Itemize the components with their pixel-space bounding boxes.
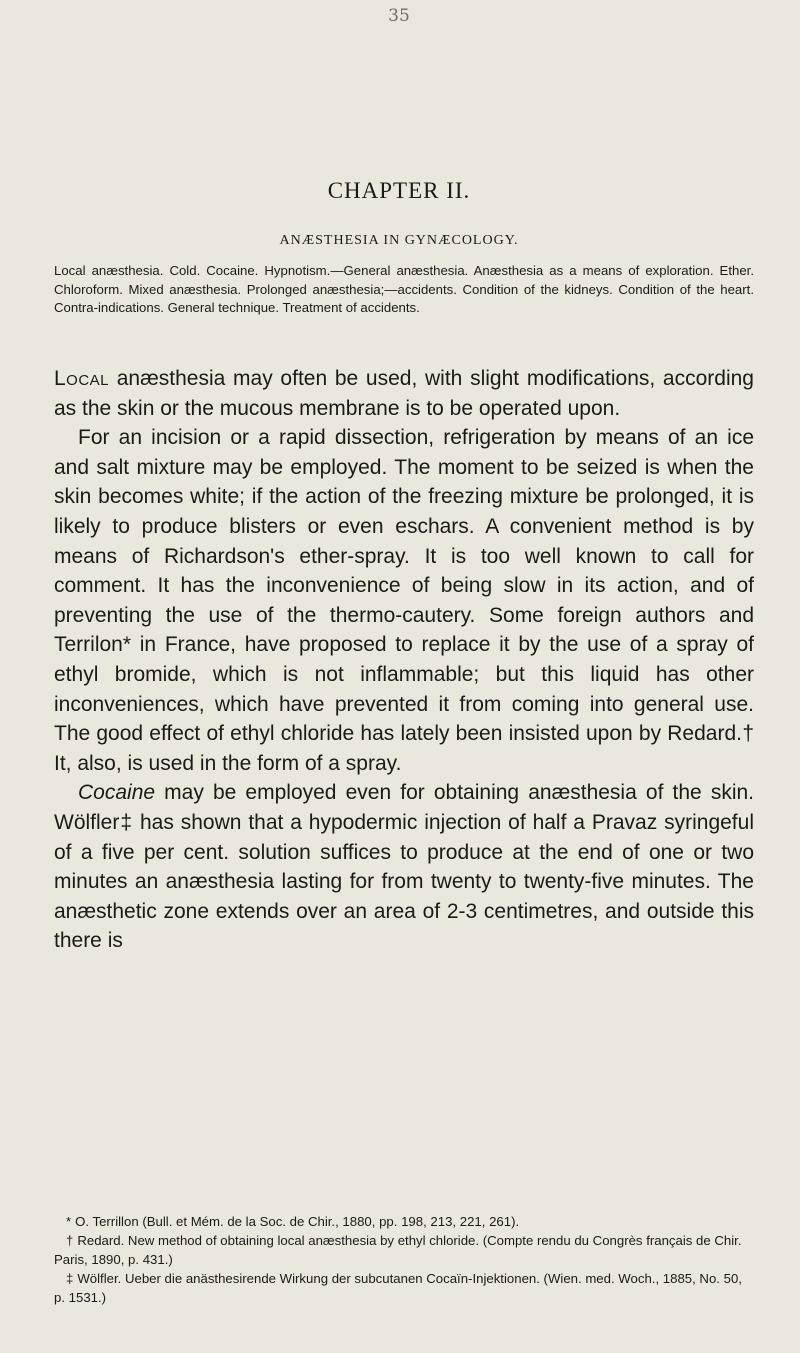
footnote [54, 1212, 754, 1231]
footnotes [54, 1212, 754, 1307]
paragraph-refrigeration: For an incision or a rapid dissection, refrigeration by means of an ice and salt mixture may be employed. The moment to be seized is when the skin becomes white; if the action of the freezing mixture be prolonged, it is likely to produce blisters or even eschars. A convenient method is by means of Richardson's ether-spray. It is too well known to call for comment. It has the inconvenience of being slow in its action, and of preventing the use of the thermo-cautery. Some foreign authors and Terrilon* in France, have proposed to replace it by the use of a spray of ethyl bromide, which is not inflammable; but this liquid has other inconveniences, which have prevented it from coming into general use. The good effect of ethyl chloride has lately been insisted upon by Redard.† It, also, is used in the form of a spray. [54, 426, 754, 775]
paragraph-cocaine [54, 778, 754, 956]
paragraph-text: may be employed even for obtaining anæsthesia of the skin. Wölfler‡ has shown that a hypodermic injection of half a Pravaz syringeful of a five per cent. solution suffices to produce at the end of one or two minutes an anæsthesia lasting for from twenty to twenty-five minutes. The anæsthetic zone extends over an area of 2-3 centimetres, and outside this there is [54, 781, 754, 953]
footnote-mark: * [66, 1214, 72, 1229]
footnote-mark: † [66, 1233, 74, 1248]
footnote [54, 1231, 754, 1269]
paragraph-lead-word: Local [54, 367, 110, 390]
section-title: ANÆSTHESIA IN GYNÆCOLOGY. [279, 233, 519, 248]
footnote-text: Redard. New method of obtaining local anæsthesia by ethyl chloride. (Compte rendu du Congrès français de Chir. Paris, 1890, p. 431.) [54, 1233, 742, 1267]
page-number: 35 [388, 6, 410, 26]
body-text [54, 364, 754, 956]
footnote-mark: ‡ [66, 1271, 74, 1286]
footnote-text: O. Terrillon (Bull. et Mém. de la Soc. de Chir., 1880, pp. 198, 213, 221, 261). [75, 1214, 520, 1229]
paragraph-local-anaesthesia [54, 364, 754, 423]
chapter-summary: Local anæsthesia. Cold. Cocaine. Hypnotism.—General anæsthesia. Anæsthesia as a means of exploration. Ether. Chloroform. Mixed anæsthesia. Prolonged anæsthesia;—accidents. Condition of the kidneys. Condition of the heart. Contra-indications. General technique. Treatment of accidents. [54, 263, 754, 315]
paragraph-text: anæsthesia may often be used, with slight modifications, according as the skin or the mucous membrane is to be operated upon. [54, 367, 754, 420]
chapter-title: CHAPTER II. [327, 178, 471, 203]
footnote-text: Wölfler. Ueber die anästhesirende Wirkung der subcutanen Cocaïn-Injektionen. (Wien. med. Woch., 1885, No. 50, p. 1531.) [54, 1271, 742, 1305]
book-page [44, 0, 754, 1353]
footnote [54, 1269, 754, 1307]
paragraph-lead-word: Cocaine [78, 781, 156, 805]
